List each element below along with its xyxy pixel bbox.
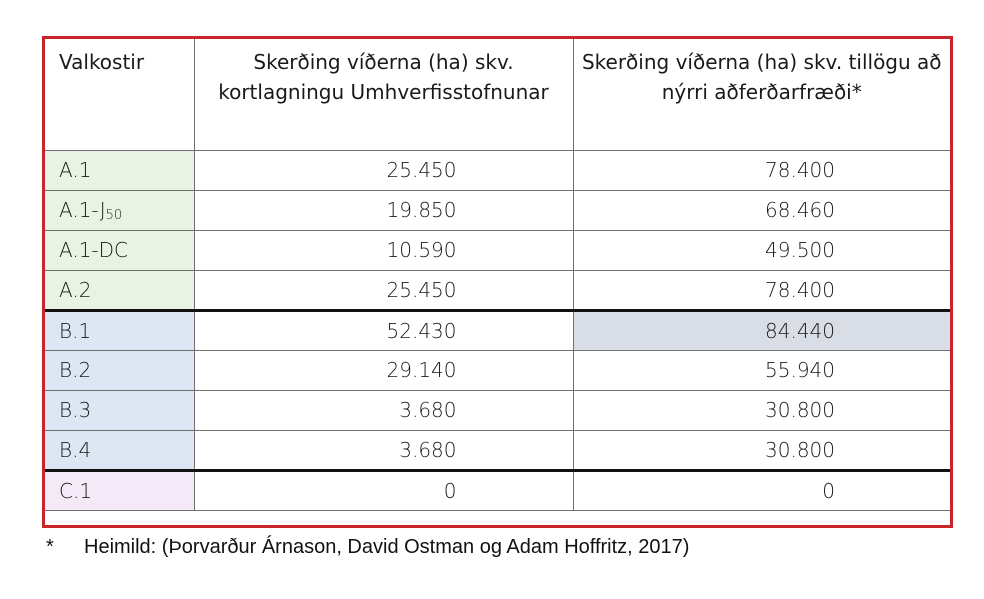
value-cell-a: 10.590 bbox=[194, 230, 573, 270]
option-cell: A.1 bbox=[45, 150, 194, 190]
option-cell: B.2 bbox=[45, 350, 194, 390]
value-cell-b: 0 bbox=[573, 470, 950, 510]
option-main: A.1-J bbox=[59, 197, 106, 222]
wilderness-table bbox=[45, 39, 950, 511]
footnote bbox=[46, 536, 689, 559]
table-row bbox=[45, 310, 950, 350]
value-cell-a: 52.430 bbox=[194, 310, 573, 350]
option-cell: B.4 bbox=[45, 430, 194, 470]
value-cell-b-highlighted: 84.440 bbox=[573, 310, 950, 350]
value-cell-b: 68.460 bbox=[573, 190, 950, 230]
value-cell-a: 3.680 bbox=[194, 390, 573, 430]
option-cell: B.1 bbox=[45, 310, 194, 350]
header-col-b: Skerðing víðerna (ha) skv. tillögu að nýrri aðferðarfræði* bbox=[573, 39, 950, 150]
table-row bbox=[45, 230, 950, 270]
value-cell-b: 30.800 bbox=[573, 430, 950, 470]
value-cell-a: 0 bbox=[194, 470, 573, 510]
value-cell-a: 3.680 bbox=[194, 430, 573, 470]
value-cell-b: 55.940 bbox=[573, 350, 950, 390]
table-frame bbox=[42, 36, 953, 528]
table-row bbox=[45, 470, 950, 510]
header-row bbox=[45, 39, 950, 150]
value-cell-b: 78.400 bbox=[573, 150, 950, 190]
table-row bbox=[45, 390, 950, 430]
option-cell: C.1 bbox=[45, 470, 194, 510]
option-subscript: 50 bbox=[105, 207, 123, 223]
value-cell-a: 25.450 bbox=[194, 150, 573, 190]
table-row bbox=[45, 190, 950, 230]
value-cell-a: 19.850 bbox=[194, 190, 573, 230]
option-cell: B.3 bbox=[45, 390, 194, 430]
value-cell-b: 78.400 bbox=[573, 270, 950, 310]
table-row bbox=[45, 430, 950, 470]
table-row bbox=[45, 350, 950, 390]
option-cell bbox=[45, 190, 194, 230]
table-row bbox=[45, 270, 950, 310]
header-col-a: Skerðing víðerna (ha) skv. kortlagningu Umhverfisstofnunar bbox=[194, 39, 573, 150]
option-cell: A.1-DC bbox=[45, 230, 194, 270]
header-option: Valkostir bbox=[45, 39, 194, 150]
value-cell-b: 30.800 bbox=[573, 390, 950, 430]
footnote-text: Heimild: (Þorvarður Árnason, David Ostman og Adam Hoffritz, 2017) bbox=[84, 536, 690, 558]
footnote-mark: * bbox=[46, 536, 54, 558]
value-cell-a: 25.450 bbox=[194, 270, 573, 310]
table-row bbox=[45, 150, 950, 190]
value-cell-a: 29.140 bbox=[194, 350, 573, 390]
option-cell: A.2 bbox=[45, 270, 194, 310]
value-cell-b: 49.500 bbox=[573, 230, 950, 270]
